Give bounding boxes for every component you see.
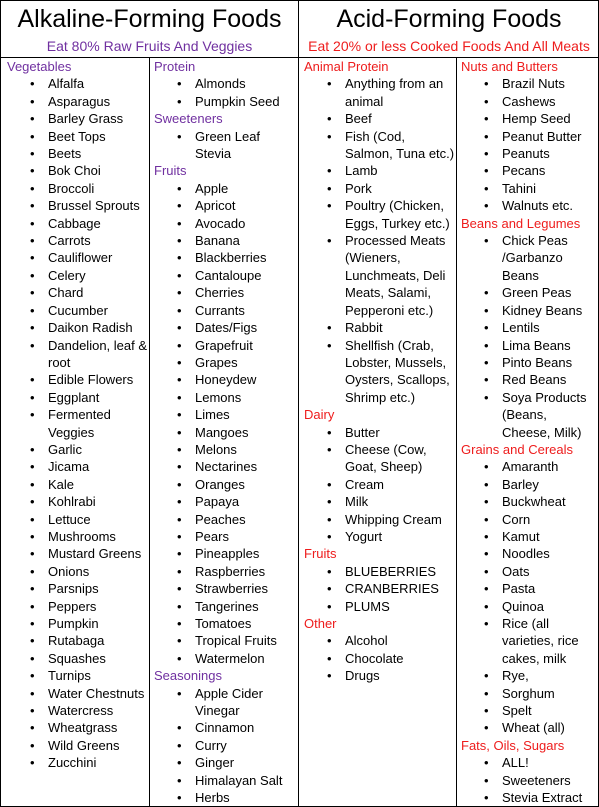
food-item: • Herbs xyxy=(150,789,297,806)
acid-category-list xyxy=(300,563,455,615)
alkaline-category-heading: Seasonings xyxy=(154,668,222,684)
acid-column-2 xyxy=(457,58,598,806)
acid-category-list xyxy=(457,75,598,214)
food-item: • Peppers xyxy=(3,598,148,615)
food-item: • Pumpkin xyxy=(3,615,148,632)
food-item: • Alcohol xyxy=(300,632,455,649)
food-item: • Jicama xyxy=(3,458,148,475)
food-item: • Cabbage xyxy=(3,215,148,232)
food-item: • PLUMS xyxy=(300,598,455,615)
food-item: • Watermelon xyxy=(150,650,297,667)
food-item: • Eggplant xyxy=(3,389,148,406)
acid-category-heading: Grains and Cereals xyxy=(461,441,573,457)
food-item: • Curry xyxy=(150,737,297,754)
food-item: • Barley Grass xyxy=(3,110,148,127)
acid-category-list xyxy=(300,632,455,684)
food-item: • Buckwheat xyxy=(457,493,598,510)
food-item: • Rutabaga xyxy=(3,632,148,649)
food-item: • Peanuts xyxy=(457,145,598,162)
food-item: • Cauliflower xyxy=(3,249,148,266)
food-item: • Daikon Radish xyxy=(3,319,148,336)
acid-category-list xyxy=(457,458,598,737)
food-item: • Zucchini xyxy=(3,754,148,771)
food-item: • Yogurt xyxy=(300,528,455,545)
food-item: • Tropical Fruits xyxy=(150,632,297,649)
food-item: • Cantaloupe xyxy=(150,267,297,284)
acid-title: Acid-Forming Foods xyxy=(336,5,562,33)
alkaline-category-list xyxy=(150,180,297,667)
food-item: • Cherries xyxy=(150,284,297,301)
food-item: • Dates/Figs xyxy=(150,319,297,336)
food-item: • Lemons xyxy=(150,389,297,406)
acid-column-1 xyxy=(300,58,455,685)
food-item: • Sweeteners xyxy=(457,772,598,789)
food-item: • Walnuts etc. xyxy=(457,197,598,214)
food-item: • Oats xyxy=(457,563,598,580)
food-item: • Bok Choi xyxy=(3,162,148,179)
food-item: • Brazil Nuts xyxy=(457,75,598,92)
alkaline-column-2 xyxy=(150,58,297,806)
food-item: • Lamb xyxy=(300,162,455,179)
alkaline-category-heading: Sweeteners xyxy=(154,111,223,127)
food-item: • Fermented Veggies xyxy=(3,406,148,441)
food-item: • Onions xyxy=(3,563,148,580)
alkaline-category-heading: Fruits xyxy=(154,163,187,179)
food-item: • Hemp Seed xyxy=(457,110,598,127)
food-item: • Pinto Beans xyxy=(457,354,598,371)
acid-category-list xyxy=(457,754,598,806)
acid-category-heading: Dairy xyxy=(304,407,335,423)
food-item: • CRANBERRIES xyxy=(300,580,455,597)
food-item: • Water Chestnuts xyxy=(3,685,148,702)
food-item: • Processed Meats (Wieners, Lunchmeats, Deli Meats, Salami, Pepperoni etc.) xyxy=(300,232,455,319)
food-item: • Quinoa xyxy=(457,598,598,615)
food-item: • Melons xyxy=(150,441,297,458)
food-item: • Pineapples xyxy=(150,545,297,562)
food-item: • Amaranth xyxy=(457,458,598,475)
alkaline-title: Alkaline-Forming Foods xyxy=(17,5,282,33)
food-item: • Ginger xyxy=(150,754,297,771)
food-item: • Wheat (all) xyxy=(457,719,598,736)
food-item: • BLUEBERRIES xyxy=(300,563,455,580)
food-item: • Pasta xyxy=(457,580,598,597)
alkaline-category-list xyxy=(150,128,297,163)
food-item: • Pears xyxy=(150,528,297,545)
alkaline-category-heading: Vegetables xyxy=(7,59,72,74)
food-item: • Honeydew xyxy=(150,371,297,388)
food-item: • Noodles xyxy=(457,545,598,562)
food-item: • Grapefruit xyxy=(150,337,297,354)
food-item: • Apple Cider Vinegar xyxy=(150,685,297,720)
food-item: • Green Peas xyxy=(457,284,598,301)
food-item: • Wheatgrass xyxy=(3,719,148,736)
food-item: • Mushrooms xyxy=(3,528,148,545)
food-item: • Cream xyxy=(300,476,455,493)
food-item: • Lima Beans xyxy=(457,337,598,354)
food-item: • Chocolate xyxy=(300,650,455,667)
acid-category-heading: Beans and Legumes xyxy=(461,215,581,231)
food-item: • Apricot xyxy=(150,197,297,214)
food-item: • Watercress xyxy=(3,702,148,719)
food-item: • Dandelion, leaf & root xyxy=(3,337,148,372)
food-item: • Currants xyxy=(150,302,297,319)
food-item: • Corn xyxy=(457,511,598,528)
food-item: • Lentils xyxy=(457,319,598,336)
food-item: • Papaya xyxy=(150,493,297,510)
food-item: • Tahini xyxy=(457,180,598,197)
food-item: • Cucumber xyxy=(3,302,148,319)
acid-category-heading: Animal Protein xyxy=(304,59,389,74)
food-item: • ALL! xyxy=(457,754,598,771)
food-item: • Whipping Cream xyxy=(300,511,455,528)
food-item: • Poultry (Chicken, Eggs, Turkey etc.) xyxy=(300,197,455,232)
food-item: • Squashes xyxy=(3,650,148,667)
alkaline-column-1 xyxy=(3,58,148,772)
food-item: • Rice (all varieties, rice cakes, milk xyxy=(457,615,598,667)
alkaline-category-heading: Protein xyxy=(154,59,196,74)
food-item: • Red Beans xyxy=(457,371,598,388)
food-item: • Kale xyxy=(3,476,148,493)
food-item: • Milk xyxy=(300,493,455,510)
food-item: • Himalayan Salt xyxy=(150,772,297,789)
food-item: • Rabbit xyxy=(300,319,455,336)
food-item: • Nectarines xyxy=(150,458,297,475)
food-item: • Beef xyxy=(300,110,455,127)
food-item: • Mangoes xyxy=(150,424,297,441)
food-item: • Pecans xyxy=(457,162,598,179)
alkaline-category-list xyxy=(150,685,297,807)
food-item: • Kohlrabi xyxy=(3,493,148,510)
food-item: • Kamut xyxy=(457,528,598,545)
food-item: • Peaches xyxy=(150,511,297,528)
food-item: • Grapes xyxy=(150,354,297,371)
food-item: • Celery xyxy=(3,267,148,284)
food-item: • Parsnips xyxy=(3,580,148,597)
food-item: • Lettuce xyxy=(3,511,148,528)
food-item: • Tomatoes xyxy=(150,615,297,632)
food-item: • Blackberries xyxy=(150,249,297,266)
acid-category-heading: Nuts and Butters xyxy=(461,59,558,74)
food-item: • Avocado xyxy=(150,215,297,232)
food-item: • Pumpkin Seed xyxy=(150,93,297,110)
food-item: • Fish (Cod, Salmon, Tuna etc.) xyxy=(300,128,455,163)
food-item: • Limes xyxy=(150,406,297,423)
acid-category-heading: Fats, Oils, Sugars xyxy=(461,737,565,753)
food-item: • Cheese (Cow, Goat, Sheep) xyxy=(300,441,455,476)
food-item: • Tangerines xyxy=(150,598,297,615)
food-item: • Wild Greens xyxy=(3,737,148,754)
acid-category-list xyxy=(300,75,455,406)
food-item: • Chick Peas /Garbanzo Beans xyxy=(457,232,598,284)
alkaline-category-list xyxy=(3,75,148,771)
food-item: • Shellfish (Crab, Lobster, Mussels, Oysters, Scallops, Shrimp etc.) xyxy=(300,337,455,407)
food-item: • Edible Flowers xyxy=(3,371,148,388)
food-item: • Sorghum xyxy=(457,685,598,702)
food-item: • Asparagus xyxy=(3,93,148,110)
food-item: • Alfalfa xyxy=(3,75,148,92)
food-item: • Drugs xyxy=(300,667,455,684)
food-item: • Pork xyxy=(300,180,455,197)
acid-category-heading: Other xyxy=(304,616,337,631)
food-item: • Turnips xyxy=(3,667,148,684)
food-item: • Spelt xyxy=(457,702,598,719)
food-item: • Soya Products (Beans, Cheese, Milk) xyxy=(457,389,598,441)
acid-category-heading: Fruits xyxy=(304,546,337,562)
alkaline-category-list xyxy=(150,75,297,110)
food-item: • Broccoli xyxy=(3,180,148,197)
food-item: • Apple xyxy=(150,180,297,197)
food-item: • Beets xyxy=(3,145,148,162)
food-item: • Brussel Sprouts xyxy=(3,197,148,214)
food-item: • Cinnamon xyxy=(150,719,297,736)
food-item: • Barley xyxy=(457,476,598,493)
food-item: • Banana xyxy=(150,232,297,249)
food-item: • Cashews xyxy=(457,93,598,110)
food-item: • Mustard Greens xyxy=(3,545,148,562)
food-item: • Carrots xyxy=(3,232,148,249)
food-item: • Peanut Butter xyxy=(457,128,598,145)
alkaline-subtitle: Eat 80% Raw Fruits And Veggies xyxy=(46,38,253,54)
acid-subtitle: Eat 20% or less Cooked Foods And All Meats xyxy=(308,38,590,54)
food-item: • Stevia Extract xyxy=(457,789,598,806)
acid-category-list xyxy=(300,424,455,546)
food-item: • Almonds xyxy=(150,75,297,92)
food-item: • Rye, xyxy=(457,667,598,684)
food-item: • Beet Tops xyxy=(3,128,148,145)
food-item: • Strawberries xyxy=(150,580,297,597)
food-item: • Kidney Beans xyxy=(457,302,598,319)
food-item: • Chard xyxy=(3,284,148,301)
food-item: • Raspberries xyxy=(150,563,297,580)
food-item: • Green Leaf Stevia xyxy=(150,128,297,163)
acid-category-list xyxy=(457,232,598,441)
food-item: • Oranges xyxy=(150,476,297,493)
food-item: • Anything from an animal xyxy=(300,75,455,110)
food-item: • Butter xyxy=(300,424,455,441)
center-divider xyxy=(298,1,299,806)
food-item: • Garlic xyxy=(3,441,148,458)
